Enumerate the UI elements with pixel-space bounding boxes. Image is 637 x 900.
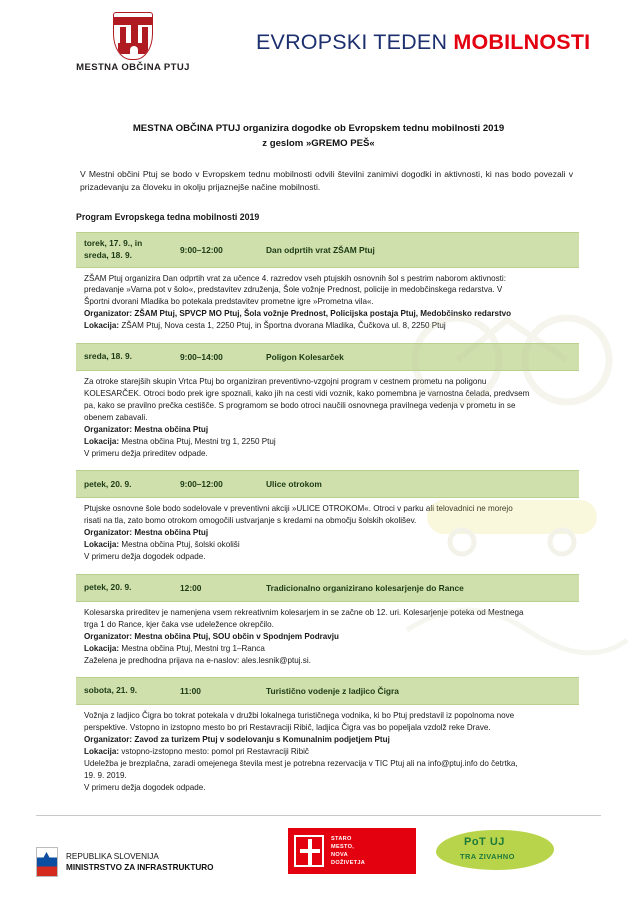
- green-logo-line-1: PoT UJ: [464, 836, 505, 848]
- event-location: [84, 539, 579, 550]
- document-footer: [36, 815, 601, 900]
- event-location-label: Lokacija:: [84, 747, 122, 757]
- campaign-title-part1: EVROPSKI TEDEN: [256, 30, 448, 54]
- event-location: [84, 320, 579, 331]
- event-date: petek, 20. 9.: [84, 582, 132, 593]
- event-date-line-2: sreda, 18. 9.: [84, 249, 132, 260]
- campaign-title: [256, 30, 590, 55]
- event-desc-line: obenem zabavali.: [84, 412, 148, 422]
- footer-inner: [36, 816, 601, 900]
- ptuj-coat-of-arms-icon: [113, 12, 153, 60]
- event-note: V primeru dežja dogodek odpade.: [84, 552, 206, 562]
- event-note: V primeru dežja dogodek odpade.: [84, 783, 206, 793]
- event-name: Poligon Kolesarček: [266, 351, 344, 362]
- event-body: [76, 498, 579, 562]
- event-desc-line: ZŠAM Ptuj organizira Dan odprtih vrat za učence 4. razredov vseh ptujskih osnovnih šol s pestrim naborom aktivnosti:: [84, 273, 506, 283]
- event-item: [76, 232, 579, 332]
- event-desc-line: Ptujske osnovne šole bodo sodelovale v preventivni akciji »ULICE OTROKOM«. Otroci v parku ali telovadnici ne morejo: [84, 504, 513, 514]
- event-location-label: Lokacija:: [84, 321, 122, 331]
- event-note: Zaželena je predhodna prijava na e-naslov: ales.lesnik@ptuj.si.: [84, 655, 311, 665]
- event-time: 11:00: [180, 686, 201, 697]
- event-organizer: [84, 631, 579, 642]
- event-list: [76, 232, 579, 794]
- event-organizer-label: Organizator:: [84, 309, 135, 319]
- event-desc-line: Udeležba je brezplačna, zaradi omejenega števila mest je potrebna rezervacija v TIC Ptuj ali na info@ptuj.info do četrtka,: [84, 759, 518, 769]
- event-time: 9:00–12:00: [180, 244, 223, 255]
- event-date: [84, 238, 180, 261]
- ptuj-green-logo: [436, 826, 560, 876]
- document-header: [28, 0, 609, 104]
- event-date: sreda, 18. 9.: [84, 351, 132, 362]
- event-location-value: ZŠAM Ptuj, Nova cesta 1, 2250 Ptuj, in Športna dvorana Mladika, Čučkova ul. 8, 2250 Ptuj: [121, 321, 446, 331]
- event-time: 9:00–12:00: [180, 479, 223, 490]
- event-location: [84, 643, 579, 654]
- republic-line-2: MINISTRSTVO ZA INFRASTRUKTURO: [66, 863, 214, 872]
- event-desc-line: trga 1 do Rance, kjer čaka vse udeležence okrepčilo.: [84, 619, 274, 629]
- event-date-line-1: torek, 17. 9., in: [84, 238, 143, 249]
- event-organizer-value: Mestna občina Ptuj: [134, 424, 209, 434]
- event-header: [76, 574, 579, 602]
- event-organizer-value: ZŠAM Ptuj, SPVCP MO Ptuj, Šola vožnje Prednost, Policijska postaja Ptuj, Medobčinsko redarstvo: [134, 309, 512, 319]
- event-organizer-label: Organizator:: [84, 631, 135, 641]
- event-location-label: Lokacija:: [84, 436, 122, 446]
- event-header: [76, 677, 579, 705]
- event-organizer: [84, 734, 579, 745]
- event-desc-line: Kolesarska prireditev je namenjena vsem rekreativnim kolesarjem in se začne ob 12. uri. Kolesarjenje poteka od Mestnega: [84, 607, 524, 617]
- event-organizer-value: Mestna občina Ptuj: [134, 528, 209, 538]
- event-item: [76, 574, 579, 666]
- intro-paragraph: V Mestni občini Ptuj se bodo v Evropskem tednu mobilnosti odvili številni zanimivi dogodki in aktivnosti, ki nas bodo povezali v prizadevanju za človeku in okolju prijaznejše načine mobilnosti.: [80, 168, 573, 192]
- event-organizer-label: Organizator:: [84, 528, 135, 538]
- event-location: [84, 436, 579, 447]
- event-header: [76, 232, 579, 268]
- ptuj-city-logo: [288, 828, 416, 874]
- event-organizer: [84, 424, 579, 435]
- event-item: [76, 343, 579, 459]
- event-organizer-value: Zavod za turizem Ptuj v sodelovanju s Komunalnim podjetjem Ptuj: [134, 735, 390, 745]
- event-organizer-value: Mestna občina Ptuj, SOU občin v Spodnjem Podravju: [134, 631, 339, 641]
- event-location-value: vstopno-izstopno mesto: pomol pri Restavraciji Ribič: [121, 747, 309, 757]
- event-date: sobota, 21. 9.: [84, 685, 138, 696]
- event-desc-line: 19. 9. 2019.: [84, 771, 127, 781]
- ptuj-logo-line-3: NOVA: [331, 852, 348, 858]
- event-desc-line: pa, kako se pravilno prečka cestišče. S programom se bodo otroci naučili osnovnega pravilnega vedenja v prometu in se: [84, 400, 516, 410]
- event-header: [76, 343, 579, 371]
- event-location-label: Lokacija:: [84, 643, 122, 653]
- slovenia-flag-icon: [36, 847, 58, 877]
- event-desc-line: risati na tla, zato bomo otrokom omogočili ustvarjanje s kredami na območju šolskih okolišev.: [84, 516, 417, 526]
- crest-wrap: [104, 12, 162, 60]
- page-title: [89, 122, 549, 152]
- event-organizer: [84, 308, 579, 319]
- event-name: Ulice otrokom: [266, 479, 322, 490]
- event-name: Tradicionalno organizirano kolesarjenje do Rance: [266, 582, 464, 593]
- event-organizer-label: Organizator:: [84, 735, 135, 745]
- event-location-value: Mestna občina Ptuj, Mestni trg 1, 2250 Ptuj: [121, 436, 276, 446]
- event-item: [76, 470, 579, 562]
- event-time: 9:00–14:00: [180, 351, 223, 362]
- event-location-value: Mestna občina Ptuj, Mestni trg 1–Ranca: [121, 643, 265, 653]
- municipality-name: MESTNA OBČINA PTUJ: [76, 62, 190, 73]
- event-desc-line: Športni dvorani Mladika bo potekala predstavitev prometne igre »Prometna vila«.: [84, 297, 374, 307]
- republic-text: [66, 851, 214, 874]
- event-desc-line: Za otroke starejših skupin Vrtca Ptuj bo organiziran preventivno-vzgojni program v cestnem prometu na poligonu: [84, 376, 487, 386]
- campaign-title-part2: MOBILNOSTI: [453, 30, 591, 54]
- event-date: petek, 20. 9.: [84, 478, 132, 489]
- ptuj-logo-line-2: MESTO,: [331, 843, 355, 850]
- ptuj-logo-line-4: DOŽIVETJA: [331, 860, 366, 867]
- event-body: [76, 371, 579, 459]
- republic-line-1: REPUBLIKA SLOVENIJA: [66, 851, 159, 861]
- event-item: [76, 677, 579, 793]
- page-title-line-2: z geslom »GREMO PEŠ«: [262, 137, 375, 149]
- event-location-value: Mestna občina Ptuj, šolski okoliši: [121, 540, 240, 550]
- event-desc-line: perspektive. Vstopno in izstopno mesto bo pri Restavraciji Ribič, ladjica Čigra vas bo popeljala vzdolž reke Drave.: [84, 723, 491, 733]
- page-title-line-1: MESTNA OBČINA PTUJ organizira dogodke ob Evropskem tednu mobilnosti 2019: [132, 123, 505, 134]
- event-note: V primeru dežja prireditev odpade.: [84, 448, 208, 458]
- ptuj-city-mark-icon: [294, 835, 324, 867]
- event-desc-line: KOLESARČEK. Otroci bodo prek igre spoznali, kako jih na cesti vidi voznik, kako pomembna je varnostna čelada, predvsem: [84, 388, 530, 398]
- event-desc-line: Vožnja z ladjico Čigra bo tokrat potekala v družbi lokalnega turističnega vodnika, ki bo Ptuj predstavil iz popolnoma nove: [84, 711, 515, 721]
- event-location-label: Lokacija:: [84, 540, 122, 550]
- event-header: [76, 470, 579, 498]
- event-body: [76, 602, 579, 666]
- event-body: [76, 268, 579, 332]
- event-name: Dan odprtih vrat ZŠAM Ptuj: [266, 244, 375, 255]
- event-desc-line: predavanje »Varna pot v šolo«, predstavitev združenja, Šole vožnje Prednost, policije in medobčinskega redarstva. V: [84, 285, 503, 295]
- event-organizer: [84, 527, 579, 538]
- ptuj-logo-line-1: STARO: [331, 835, 352, 842]
- event-name: Turistično vodenje z ladjico Čigra: [266, 686, 399, 697]
- event-body: [76, 705, 579, 793]
- event-location: [84, 746, 579, 757]
- ptuj-city-logo-text: [331, 835, 365, 867]
- program-label: Program Evropskega tedna mobilnosti 2019: [76, 211, 260, 222]
- event-time: 12:00: [180, 582, 202, 593]
- green-logo-line-2: TRA ZIVAHNO: [460, 852, 515, 861]
- event-organizer-label: Organizator:: [84, 424, 135, 434]
